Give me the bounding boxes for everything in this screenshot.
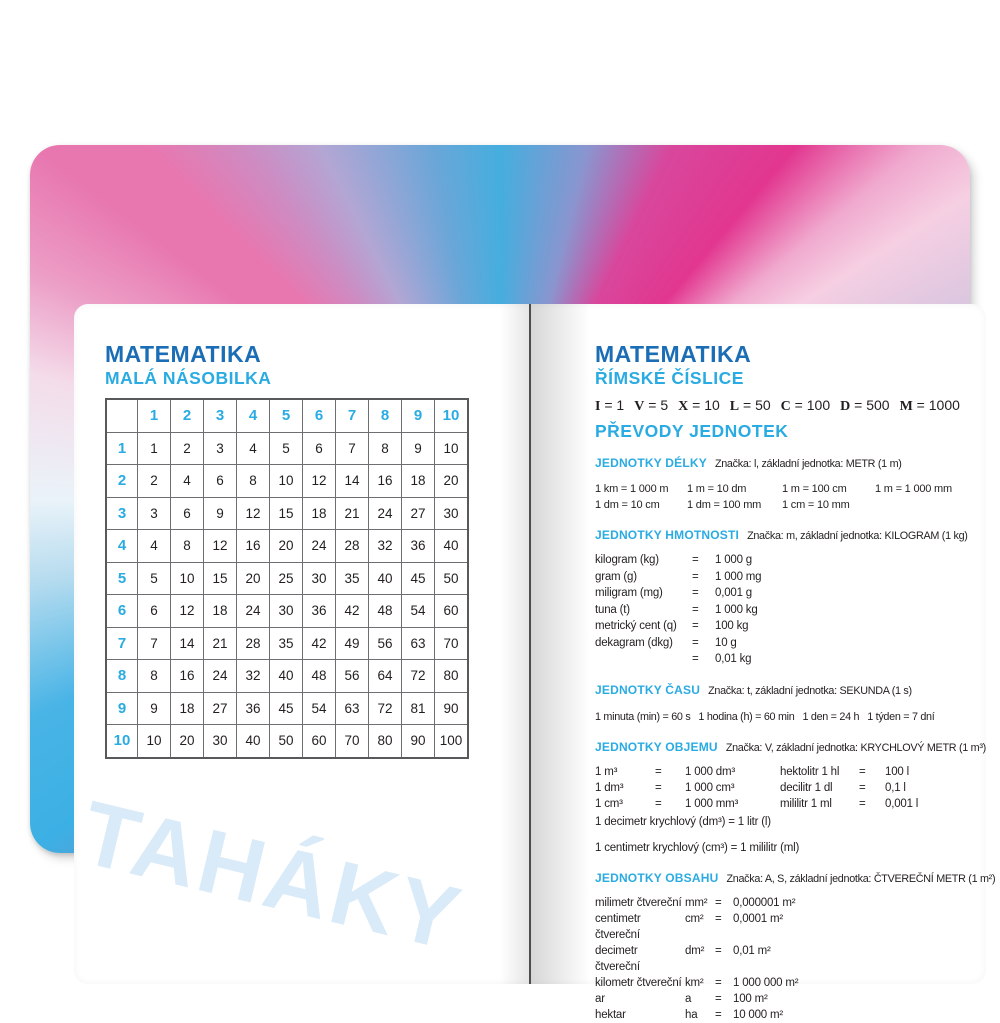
table-row	[106, 692, 468, 725]
table-cell: 81	[402, 692, 435, 725]
section-area-heading	[595, 869, 996, 887]
table-header-cell: 9	[402, 399, 435, 432]
table-cell: 14	[171, 627, 204, 660]
table-cell: 20	[237, 562, 270, 595]
equals-sign: =	[859, 781, 866, 794]
table-cell: 40	[270, 660, 303, 693]
table-cell: 6	[303, 432, 336, 465]
table-row	[106, 530, 468, 563]
unit-name: tuna (t)	[595, 603, 630, 616]
table-cell: 90	[402, 725, 435, 758]
roman-numeral-item	[678, 397, 720, 415]
area-table	[595, 895, 967, 1023]
conversion-item: 1 m = 10 dm	[687, 483, 747, 495]
table-cell: 4	[171, 465, 204, 498]
table-header-cell: 1	[106, 432, 138, 465]
right-page-title: MATEMATIKA	[595, 341, 752, 367]
table-cell: 20	[435, 465, 469, 498]
table-cell: 40	[369, 562, 402, 595]
table-cell: 6	[138, 595, 171, 628]
table-row	[106, 595, 468, 628]
mass-row	[595, 602, 967, 619]
table-cell: 28	[237, 627, 270, 660]
table-cell: 36	[402, 530, 435, 563]
unit-symbol: km²	[685, 976, 704, 989]
table-cell: 21	[204, 627, 237, 660]
right-page-subtitle: ŘÍMSKÉ ČÍSLICE	[595, 368, 744, 388]
section-length-intro: Značka: l, základní jednotka: METR (1 m)	[714, 458, 902, 470]
time-row	[595, 709, 967, 725]
equals-sign: =	[655, 797, 662, 810]
mass-row	[595, 585, 967, 602]
table-cell: 21	[336, 497, 369, 530]
mass-row	[595, 618, 967, 635]
roman-value: 5	[660, 397, 669, 413]
volume-note-2: 1 centimetr krychlový (cm³) = 1 mililitr (ml)	[595, 841, 800, 854]
equals-sign: =	[739, 397, 756, 413]
notebook-pages	[72, 304, 996, 1021]
conversion-item: 1 hodina (h) = 60 min	[698, 710, 795, 723]
table-header-cell: 2	[171, 399, 204, 432]
table-cell: 36	[303, 595, 336, 628]
roman-symbol: M	[899, 399, 913, 414]
equals-sign: =	[850, 397, 867, 413]
roman-numeral-item	[595, 397, 624, 415]
table-cell: 49	[336, 627, 369, 660]
section-mass-label: JEDNOTKY HMOTNOSTI	[595, 528, 740, 542]
table-cell: 63	[402, 627, 435, 660]
table-cell: 30	[303, 562, 336, 595]
table-cell: 64	[369, 660, 402, 693]
area-row	[595, 1007, 967, 1023]
table-header-cell: 9	[106, 692, 138, 725]
table-cell: 42	[303, 627, 336, 660]
table-cell: 25	[270, 562, 303, 595]
table-cell: 30	[435, 497, 469, 530]
equals-sign: =	[655, 781, 662, 794]
table-cell: 54	[303, 692, 336, 725]
table-header-cell: 8	[369, 399, 402, 432]
section-mass-intro: Značka: m, základní jednotka: KILOGRAM (1 kg)	[747, 530, 968, 542]
table-cell: 5	[270, 432, 303, 465]
table-cell: 4	[138, 530, 171, 563]
conversion-item: 1 dm = 100 mm	[687, 499, 762, 511]
unit-name: decimetr čtvereční	[595, 944, 640, 973]
unit-name: centimetr čtvereční	[595, 912, 641, 941]
area-row	[595, 975, 967, 991]
table-header-cell: 1	[138, 399, 171, 432]
left-page-title: MATEMATIKA	[105, 341, 262, 367]
unit-name: ar	[595, 992, 605, 1005]
litre-unit-name: hektolitr 1 hl	[780, 765, 840, 778]
table-header-cell: 3	[204, 399, 237, 432]
unit-name: 1 cm³	[595, 797, 623, 810]
unit-symbol: cm²	[685, 912, 704, 925]
volume-table	[595, 764, 967, 812]
table-cell: 35	[270, 627, 303, 660]
table-cell: 45	[402, 562, 435, 595]
roman-numeral-item	[781, 397, 830, 415]
area-row	[595, 943, 967, 975]
roman-symbol: X	[678, 399, 689, 414]
table-cell: 3	[204, 432, 237, 465]
roman-value: 10	[704, 397, 720, 413]
conversion-item: 1 dm = 10 cm	[595, 499, 660, 511]
volume-row	[595, 796, 967, 812]
table-cell: 12	[204, 530, 237, 563]
table-cell: 8	[138, 660, 171, 693]
unit-value: 10 g	[715, 636, 737, 649]
table-cell: 80	[369, 725, 402, 758]
table-cell: 27	[204, 692, 237, 725]
litre-unit-name: decilitr 1 dl	[780, 781, 833, 794]
unit-value: 0,01 kg	[715, 653, 752, 665]
table-cell: 9	[204, 497, 237, 530]
table-cell: 9	[138, 692, 171, 725]
roman-numeral-item	[634, 397, 668, 415]
table-cell: 30	[270, 595, 303, 628]
table-cell: 24	[237, 595, 270, 628]
conversion-item: 1 km = 1 000 m	[595, 483, 669, 495]
unit-name: hektar	[595, 1008, 626, 1021]
litre-unit-value: 0,001 l	[885, 797, 919, 810]
table-cell: 90	[435, 692, 469, 725]
roman-symbol: V	[634, 399, 645, 414]
unit-symbol: mm²	[685, 896, 708, 909]
table-header-cell: 6	[106, 595, 138, 628]
roman-numeral-item	[900, 397, 960, 415]
table-header-cell: 4	[237, 399, 270, 432]
unit-symbol: dm²	[685, 944, 705, 957]
table-cell: 3	[138, 497, 171, 530]
table-cell: 18	[402, 465, 435, 498]
table-cell: 18	[171, 692, 204, 725]
watermark-text: TAHÁKY	[72, 782, 472, 971]
conversion-item: 1 cm = 10 mm	[782, 499, 850, 511]
spine-shadow-right	[530, 304, 590, 984]
volume-note-1: 1 decimetr krychlový (dm³) = 1 litr (l)	[595, 815, 771, 828]
area-row	[595, 991, 967, 1007]
roman-symbol: C	[780, 399, 791, 414]
table-cell: 18	[204, 595, 237, 628]
equals-sign: =	[692, 554, 699, 566]
equals-sign: =	[715, 912, 722, 925]
table-cell: 32	[369, 530, 402, 563]
table-row	[106, 660, 468, 693]
equals-sign: =	[600, 397, 617, 413]
table-header-cell: 5	[270, 399, 303, 432]
equals-sign: =	[655, 765, 662, 778]
section-volume-label: JEDNOTKY OBJEMU	[595, 739, 718, 754]
table-cell: 5	[138, 562, 171, 595]
conversion-item: 1 týden = 7 dní	[867, 710, 935, 723]
table-cell: 24	[303, 530, 336, 563]
left-page	[105, 342, 515, 759]
equals-sign: =	[692, 620, 699, 632]
table-cell: 12	[303, 465, 336, 498]
length-row-2	[595, 497, 967, 513]
table-cell: 40	[237, 725, 270, 758]
roman-value: 1	[616, 397, 625, 413]
table-row	[106, 627, 468, 660]
table-row	[106, 562, 468, 595]
table-cell: 48	[303, 660, 336, 693]
table-header-cell: 3	[106, 497, 138, 530]
section-time-heading	[595, 681, 967, 699]
equals-sign: =	[644, 397, 661, 413]
section-volume-heading	[595, 738, 986, 756]
table-header-cell: 5	[106, 562, 138, 595]
table-cell: 10	[270, 465, 303, 498]
roman-symbol: L	[729, 399, 740, 414]
table-cell: 6	[171, 497, 204, 530]
table-cell: 56	[336, 660, 369, 693]
roman-value: 50	[755, 397, 771, 413]
table-cell: 60	[303, 725, 336, 758]
roman-symbol: D	[840, 399, 851, 414]
table-cell: 1	[138, 432, 171, 465]
mass-row	[595, 552, 967, 569]
section-area-label: JEDNOTKY OBSAHU	[595, 870, 719, 885]
equals-sign: =	[859, 797, 866, 810]
equals-sign: =	[715, 976, 722, 989]
table-row	[106, 465, 468, 498]
table-cell	[106, 399, 138, 432]
equals-sign: =	[692, 587, 699, 599]
unit-name: kilometr čtvereční	[595, 976, 682, 989]
unit-name: metrický cent (q)	[595, 620, 677, 632]
equals-sign: =	[692, 603, 699, 616]
equals-sign: =	[912, 397, 929, 413]
unit-name: 1 m³	[595, 765, 618, 778]
table-cell: 18	[303, 497, 336, 530]
table-cell: 9	[402, 432, 435, 465]
section-time-intro: Značka: t, základní jednotka: SEKUNDA (1 s)	[708, 684, 912, 697]
table-cell: 6	[204, 465, 237, 498]
roman-numeral-item	[730, 397, 771, 415]
unit-value: 100 m²	[733, 992, 768, 1005]
roman-value: 1000	[928, 397, 960, 413]
table-cell: 20	[270, 530, 303, 563]
table-cell: 16	[237, 530, 270, 563]
mass-row	[595, 651, 967, 668]
unit-value: 1 000 000 m²	[733, 976, 799, 989]
table-cell: 2	[138, 465, 171, 498]
table-cell: 50	[270, 725, 303, 758]
litre-unit-value: 100 l	[885, 765, 909, 778]
table-row	[106, 497, 468, 530]
table-cell: 72	[402, 660, 435, 693]
left-page-subtitle: MALÁ NÁSOBILKA	[105, 368, 272, 388]
table-cell: 80	[435, 660, 469, 693]
area-row	[595, 895, 967, 911]
table-cell: 42	[336, 595, 369, 628]
equals-sign: =	[715, 944, 722, 957]
equals-sign: =	[692, 570, 699, 583]
equals-sign: =	[688, 397, 705, 413]
equals-sign: =	[715, 992, 722, 1005]
table-cell: 8	[171, 530, 204, 563]
table-cell: 10	[435, 432, 469, 465]
unit-value: 0,01 m²	[733, 944, 771, 957]
unit-name: 1 dm³	[595, 781, 624, 794]
table-cell: 63	[336, 692, 369, 725]
section-length-label: JEDNOTKY DÉLKY	[595, 456, 707, 470]
unit-value: 10 000 m²	[733, 1008, 783, 1021]
table-cell: 16	[369, 465, 402, 498]
unit-name: miligram (mg)	[595, 587, 663, 599]
table-cell: 10	[171, 562, 204, 595]
table-header-cell: 6	[303, 399, 336, 432]
table-cell: 10	[138, 725, 171, 758]
table-header-cell: 10	[106, 725, 138, 758]
table-row	[106, 432, 468, 465]
unit-name: milimetr čtvereční	[595, 896, 682, 909]
table-cell: 70	[435, 627, 469, 660]
equals-sign: =	[692, 653, 699, 665]
table-cell: 20	[171, 725, 204, 758]
section-mass-heading	[595, 526, 967, 544]
litre-unit-name: mililitr 1 ml	[780, 797, 832, 810]
unit-symbol: ha	[685, 1008, 698, 1021]
table-cell: 30	[204, 725, 237, 758]
table-cell: 70	[336, 725, 369, 758]
unit-value: 1 000 mm³	[685, 797, 739, 810]
conversion-item: 1 den = 24 h	[802, 710, 860, 723]
roman-symbol: I	[595, 399, 601, 414]
unit-value: 1 000 cm³	[685, 781, 735, 794]
table-cell: 48	[369, 595, 402, 628]
table-cell: 8	[369, 432, 402, 465]
table-header-row	[106, 399, 468, 432]
section-volume-intro: Značka: V, základní jednotka: KRYCHLOVÝ METR (1 m³)	[725, 741, 986, 754]
unit-name	[595, 651, 692, 668]
table-cell: 28	[336, 530, 369, 563]
table-cell: 24	[204, 660, 237, 693]
unit-name: kilogram (kg)	[595, 554, 659, 566]
equals-sign: =	[692, 636, 699, 649]
unit-value: 1 000 mg	[715, 570, 762, 583]
mass-table	[595, 552, 967, 668]
table-cell: 100	[435, 725, 469, 758]
unit-value: 1 000 kg	[715, 603, 758, 616]
conversion-item: 1 minuta (min) = 60 s	[595, 710, 691, 723]
conversion-item: 1 m = 100 cm	[782, 483, 847, 495]
notebook-cover	[30, 145, 996, 1021]
equals-sign: =	[715, 1008, 722, 1021]
conversions-title: PŘEVODY JEDNOTEK	[595, 421, 789, 441]
equals-sign: =	[859, 765, 866, 778]
table-cell: 72	[369, 692, 402, 725]
table-cell: 12	[237, 497, 270, 530]
table-cell: 40	[435, 530, 469, 563]
table-cell: 24	[369, 497, 402, 530]
spine-line	[529, 304, 531, 984]
unit-symbol: a	[685, 992, 692, 1005]
equals-sign: =	[790, 397, 807, 413]
table-cell: 54	[402, 595, 435, 628]
table-cell: 16	[171, 660, 204, 693]
table-row	[106, 725, 468, 758]
right-page	[595, 341, 996, 1023]
unit-value: 0,001 g	[715, 587, 752, 599]
multiplication-table	[105, 398, 469, 759]
volume-row	[595, 780, 967, 796]
mass-row	[595, 635, 967, 652]
unit-name: dekagram (dkg)	[595, 636, 673, 649]
area-row	[595, 911, 967, 943]
roman-numeral-item	[840, 397, 889, 415]
table-cell: 36	[237, 692, 270, 725]
table-cell: 12	[171, 595, 204, 628]
table-cell: 7	[336, 432, 369, 465]
volume-row	[595, 764, 967, 780]
table-cell: 14	[336, 465, 369, 498]
table-header-cell: 2	[106, 465, 138, 498]
unit-value: 1 000 g	[715, 554, 752, 566]
litre-unit-value: 0,1 l	[885, 781, 906, 794]
unit-value: 1 000 dm³	[685, 765, 735, 778]
section-time-label: JEDNOTKY ČASU	[595, 682, 701, 697]
table-cell: 56	[369, 627, 402, 660]
table-header-cell: 4	[106, 530, 138, 563]
roman-numerals-row	[595, 397, 967, 415]
table-cell: 2	[171, 432, 204, 465]
table-cell: 50	[435, 562, 469, 595]
table-cell: 15	[270, 497, 303, 530]
table-cell: 27	[402, 497, 435, 530]
table-cell: 60	[435, 595, 469, 628]
roman-value: 100	[806, 397, 831, 413]
unit-value: 0,0001 m²	[733, 912, 783, 925]
roman-value: 500	[866, 397, 890, 413]
unit-value: 0,000001 m²	[733, 896, 796, 909]
section-area-intro: Značka: A, S, základní jednotka: ČTVEREČNÍ METR (1 m²)	[726, 872, 996, 885]
mass-row	[595, 569, 967, 586]
table-header-cell: 8	[106, 660, 138, 693]
conversion-item: 1 m = 1 000 mm	[875, 483, 952, 495]
table-header-cell: 7	[106, 627, 138, 660]
length-row-1	[595, 481, 967, 497]
table-header-cell: 10	[435, 399, 469, 432]
unit-value: 100 kg	[715, 620, 749, 632]
table-cell: 32	[237, 660, 270, 693]
table-cell: 15	[204, 562, 237, 595]
unit-name: gram (g)	[595, 570, 637, 583]
table-cell: 45	[270, 692, 303, 725]
table-cell: 4	[237, 432, 270, 465]
table-header-cell: 7	[336, 399, 369, 432]
equals-sign: =	[715, 896, 722, 909]
table-cell: 7	[138, 627, 171, 660]
table-cell: 8	[237, 465, 270, 498]
table-cell: 35	[336, 562, 369, 595]
section-length-heading	[595, 454, 967, 472]
